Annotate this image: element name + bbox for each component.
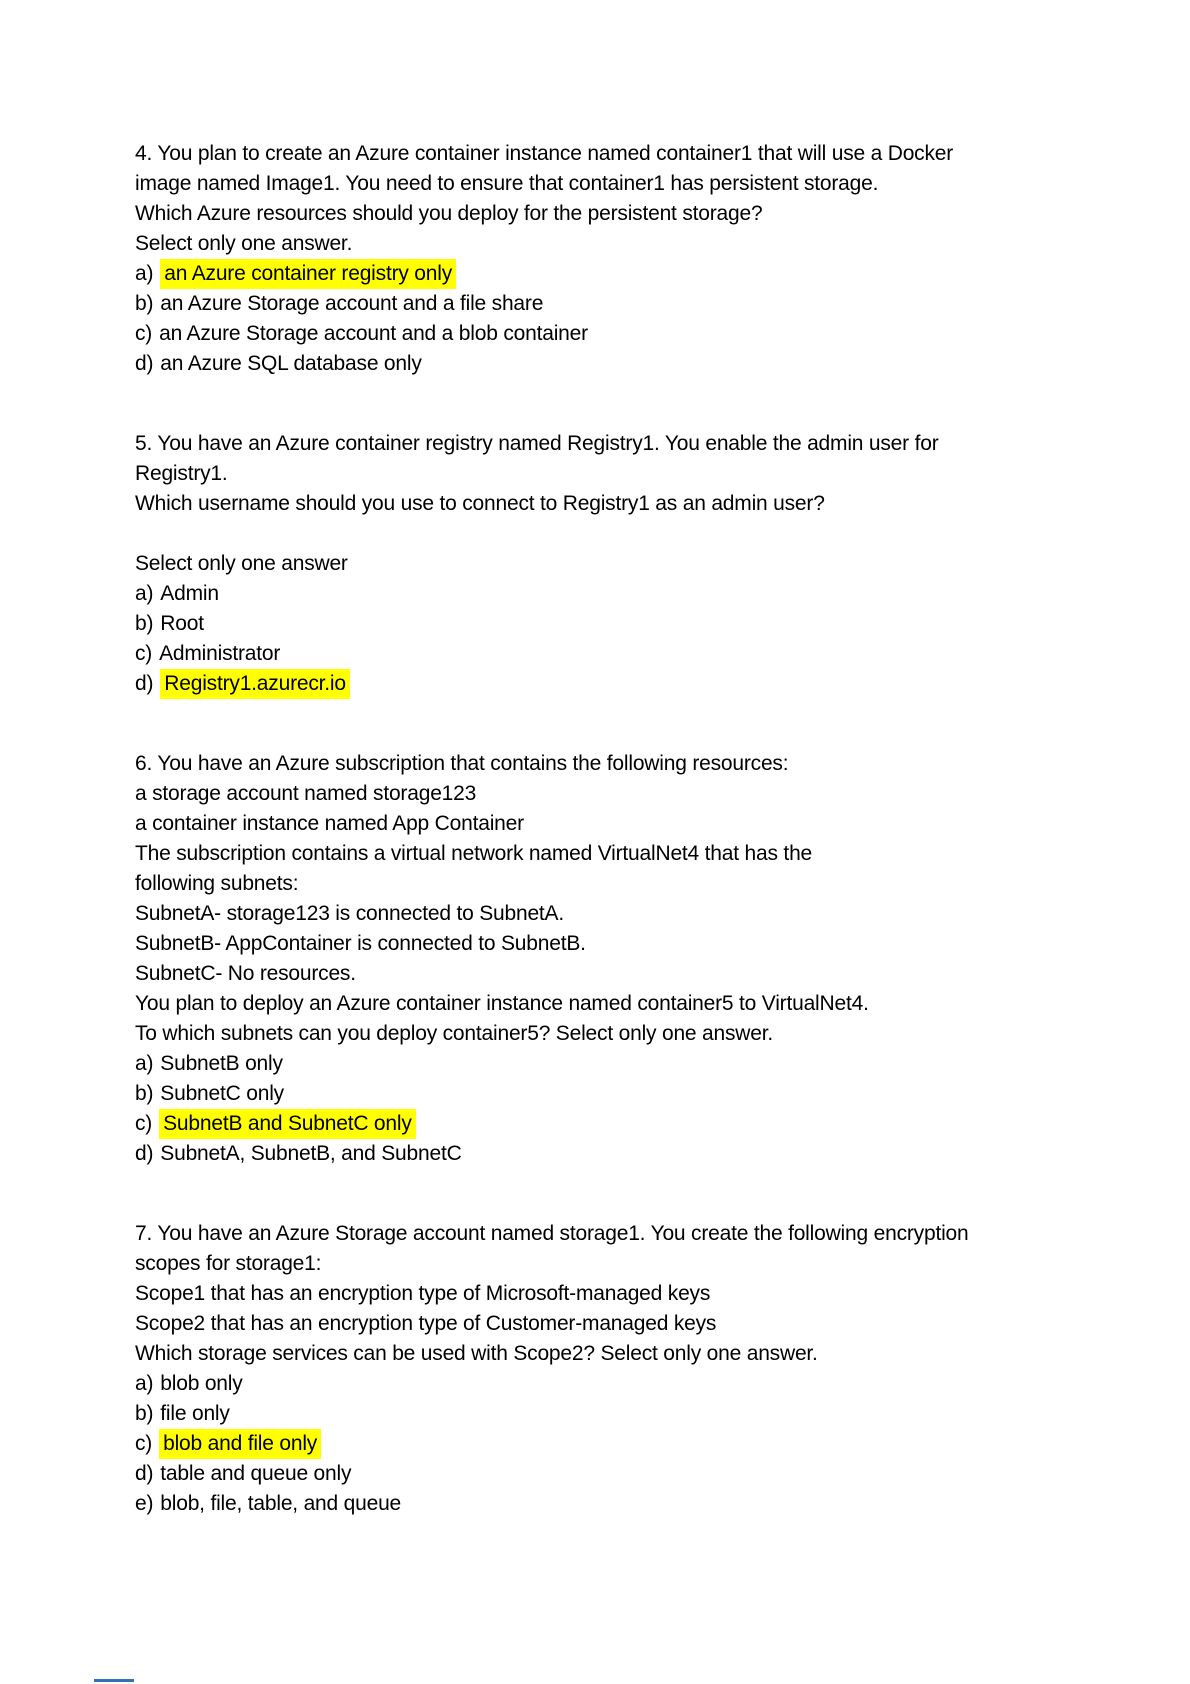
question-6 <box>135 749 1130 1169</box>
question-5-option-b <box>135 609 1130 639</box>
question-4-option-b <box>135 289 1130 319</box>
question-6-text-line: following subnets: <box>135 872 299 895</box>
question-4-text-line: 4. You plan to create an Azure container instance named container1 that will use a Docker <box>135 142 954 165</box>
question-6-text-line: a storage account named storage123 <box>135 782 477 805</box>
option-text: an Azure Storage account and a file share <box>160 292 544 315</box>
option-label: b) <box>135 292 154 315</box>
question-4-option-a <box>135 259 1130 289</box>
option-label: b) <box>135 612 154 635</box>
option-label: b) <box>135 1402 154 1425</box>
question-5-prompt: Select only one answer <box>135 552 348 575</box>
option-label: c) <box>135 1112 153 1135</box>
question-6-text-line: SubnetC- No resources. <box>135 962 356 985</box>
blank-line <box>135 519 1130 549</box>
option-label: e) <box>135 1492 154 1515</box>
question-5-option-a <box>135 579 1130 609</box>
option-label: d) <box>135 1462 154 1485</box>
question-6-option-d <box>135 1139 1130 1169</box>
question-6-option-a <box>135 1049 1130 1079</box>
question-6-text-line: You plan to deploy an Azure container instance named container5 to VirtualNet4. <box>135 992 869 1015</box>
question-6-option-b <box>135 1079 1130 1109</box>
option-label: c) <box>135 322 153 345</box>
option-label: d) <box>135 672 154 695</box>
question-4-option-d <box>135 349 1130 379</box>
question-4-option-c <box>135 319 1130 349</box>
question-4-text-line: Which Azure resources should you deploy for the persistent storage? <box>135 202 763 225</box>
option-text: Admin <box>160 582 219 605</box>
option-text: blob, file, table, and queue <box>160 1492 402 1515</box>
option-label: a) <box>135 262 154 285</box>
option-label: a) <box>135 1372 154 1395</box>
question-7-option-b <box>135 1399 1130 1429</box>
question-5 <box>135 429 1130 699</box>
question-7-option-d <box>135 1459 1130 1489</box>
question-7-text-line: scopes for storage1: <box>135 1252 322 1275</box>
option-label: d) <box>135 1142 154 1165</box>
question-7-option-e <box>135 1489 1130 1519</box>
option-text: file only <box>160 1402 230 1425</box>
option-label: b) <box>135 1082 154 1105</box>
question-5-text-line: 5. You have an Azure container registry named Registry1. You enable the admin user for <box>135 432 939 455</box>
option-text: SubnetA, SubnetB, and SubnetC <box>160 1142 462 1165</box>
option-label: c) <box>135 642 153 665</box>
option-text: Administrator <box>159 642 281 665</box>
question-6-text-line: The subscription contains a virtual network named VirtualNet4 that has the <box>135 842 813 865</box>
question-4-text-line: image named Image1. You need to ensure that container1 has persistent storage. <box>135 172 879 195</box>
option-label: a) <box>135 582 154 605</box>
option-label: a) <box>135 1052 154 1075</box>
option-text-highlighted: blob and file only <box>159 1429 321 1459</box>
question-7 <box>135 1219 1130 1519</box>
option-text: an Azure Storage account and a blob container <box>159 322 588 345</box>
option-text-highlighted: SubnetB and SubnetC only <box>159 1109 416 1139</box>
option-text: an Azure SQL database only <box>160 352 422 375</box>
option-text: Root <box>160 612 204 635</box>
question-7-text-line: 7. You have an Azure Storage account named storage1. You create the following encryption <box>135 1222 969 1245</box>
question-6-text-line: SubnetB- AppContainer is connected to SubnetB. <box>135 932 586 955</box>
option-text: SubnetB only <box>160 1052 283 1075</box>
question-7-prompt: Which storage services can be used with Scope2? Select only one answer. <box>135 1342 818 1365</box>
page-bottom-blue-mark <box>94 1679 134 1682</box>
question-4 <box>135 139 1130 379</box>
question-5-text-line: Registry1. <box>135 462 228 485</box>
question-5-text-line: Which username should you use to connect to Registry1 as an admin user? <box>135 492 825 515</box>
question-6-text-line: SubnetA- storage123 is connected to SubnetA. <box>135 902 565 925</box>
question-7-option-c <box>135 1429 1130 1459</box>
option-label: d) <box>135 352 154 375</box>
option-text-highlighted: an Azure container registry only <box>160 259 456 289</box>
question-6-prompt: To which subnets can you deploy container5? Select only one answer. <box>135 1022 774 1045</box>
option-text: table and queue only <box>160 1462 352 1485</box>
question-7-text-line: Scope1 that has an encryption type of Microsoft-managed keys <box>135 1282 711 1305</box>
option-text: SubnetC only <box>160 1082 284 1105</box>
question-7-text-line: Scope2 that has an encryption type of Customer-managed keys <box>135 1312 717 1335</box>
question-5-option-c <box>135 639 1130 669</box>
question-6-text-line: 6. You have an Azure subscription that contains the following resources: <box>135 752 789 775</box>
option-text-highlighted: Registry1.azurecr.io <box>160 669 350 699</box>
option-label: c) <box>135 1432 153 1455</box>
question-6-option-c <box>135 1109 1130 1139</box>
question-5-option-d <box>135 669 1130 699</box>
question-4-prompt: Select only one answer. <box>135 232 353 255</box>
question-6-text-line: a container instance named App Container <box>135 812 524 835</box>
question-7-option-a <box>135 1369 1130 1399</box>
option-text: blob only <box>160 1372 243 1395</box>
